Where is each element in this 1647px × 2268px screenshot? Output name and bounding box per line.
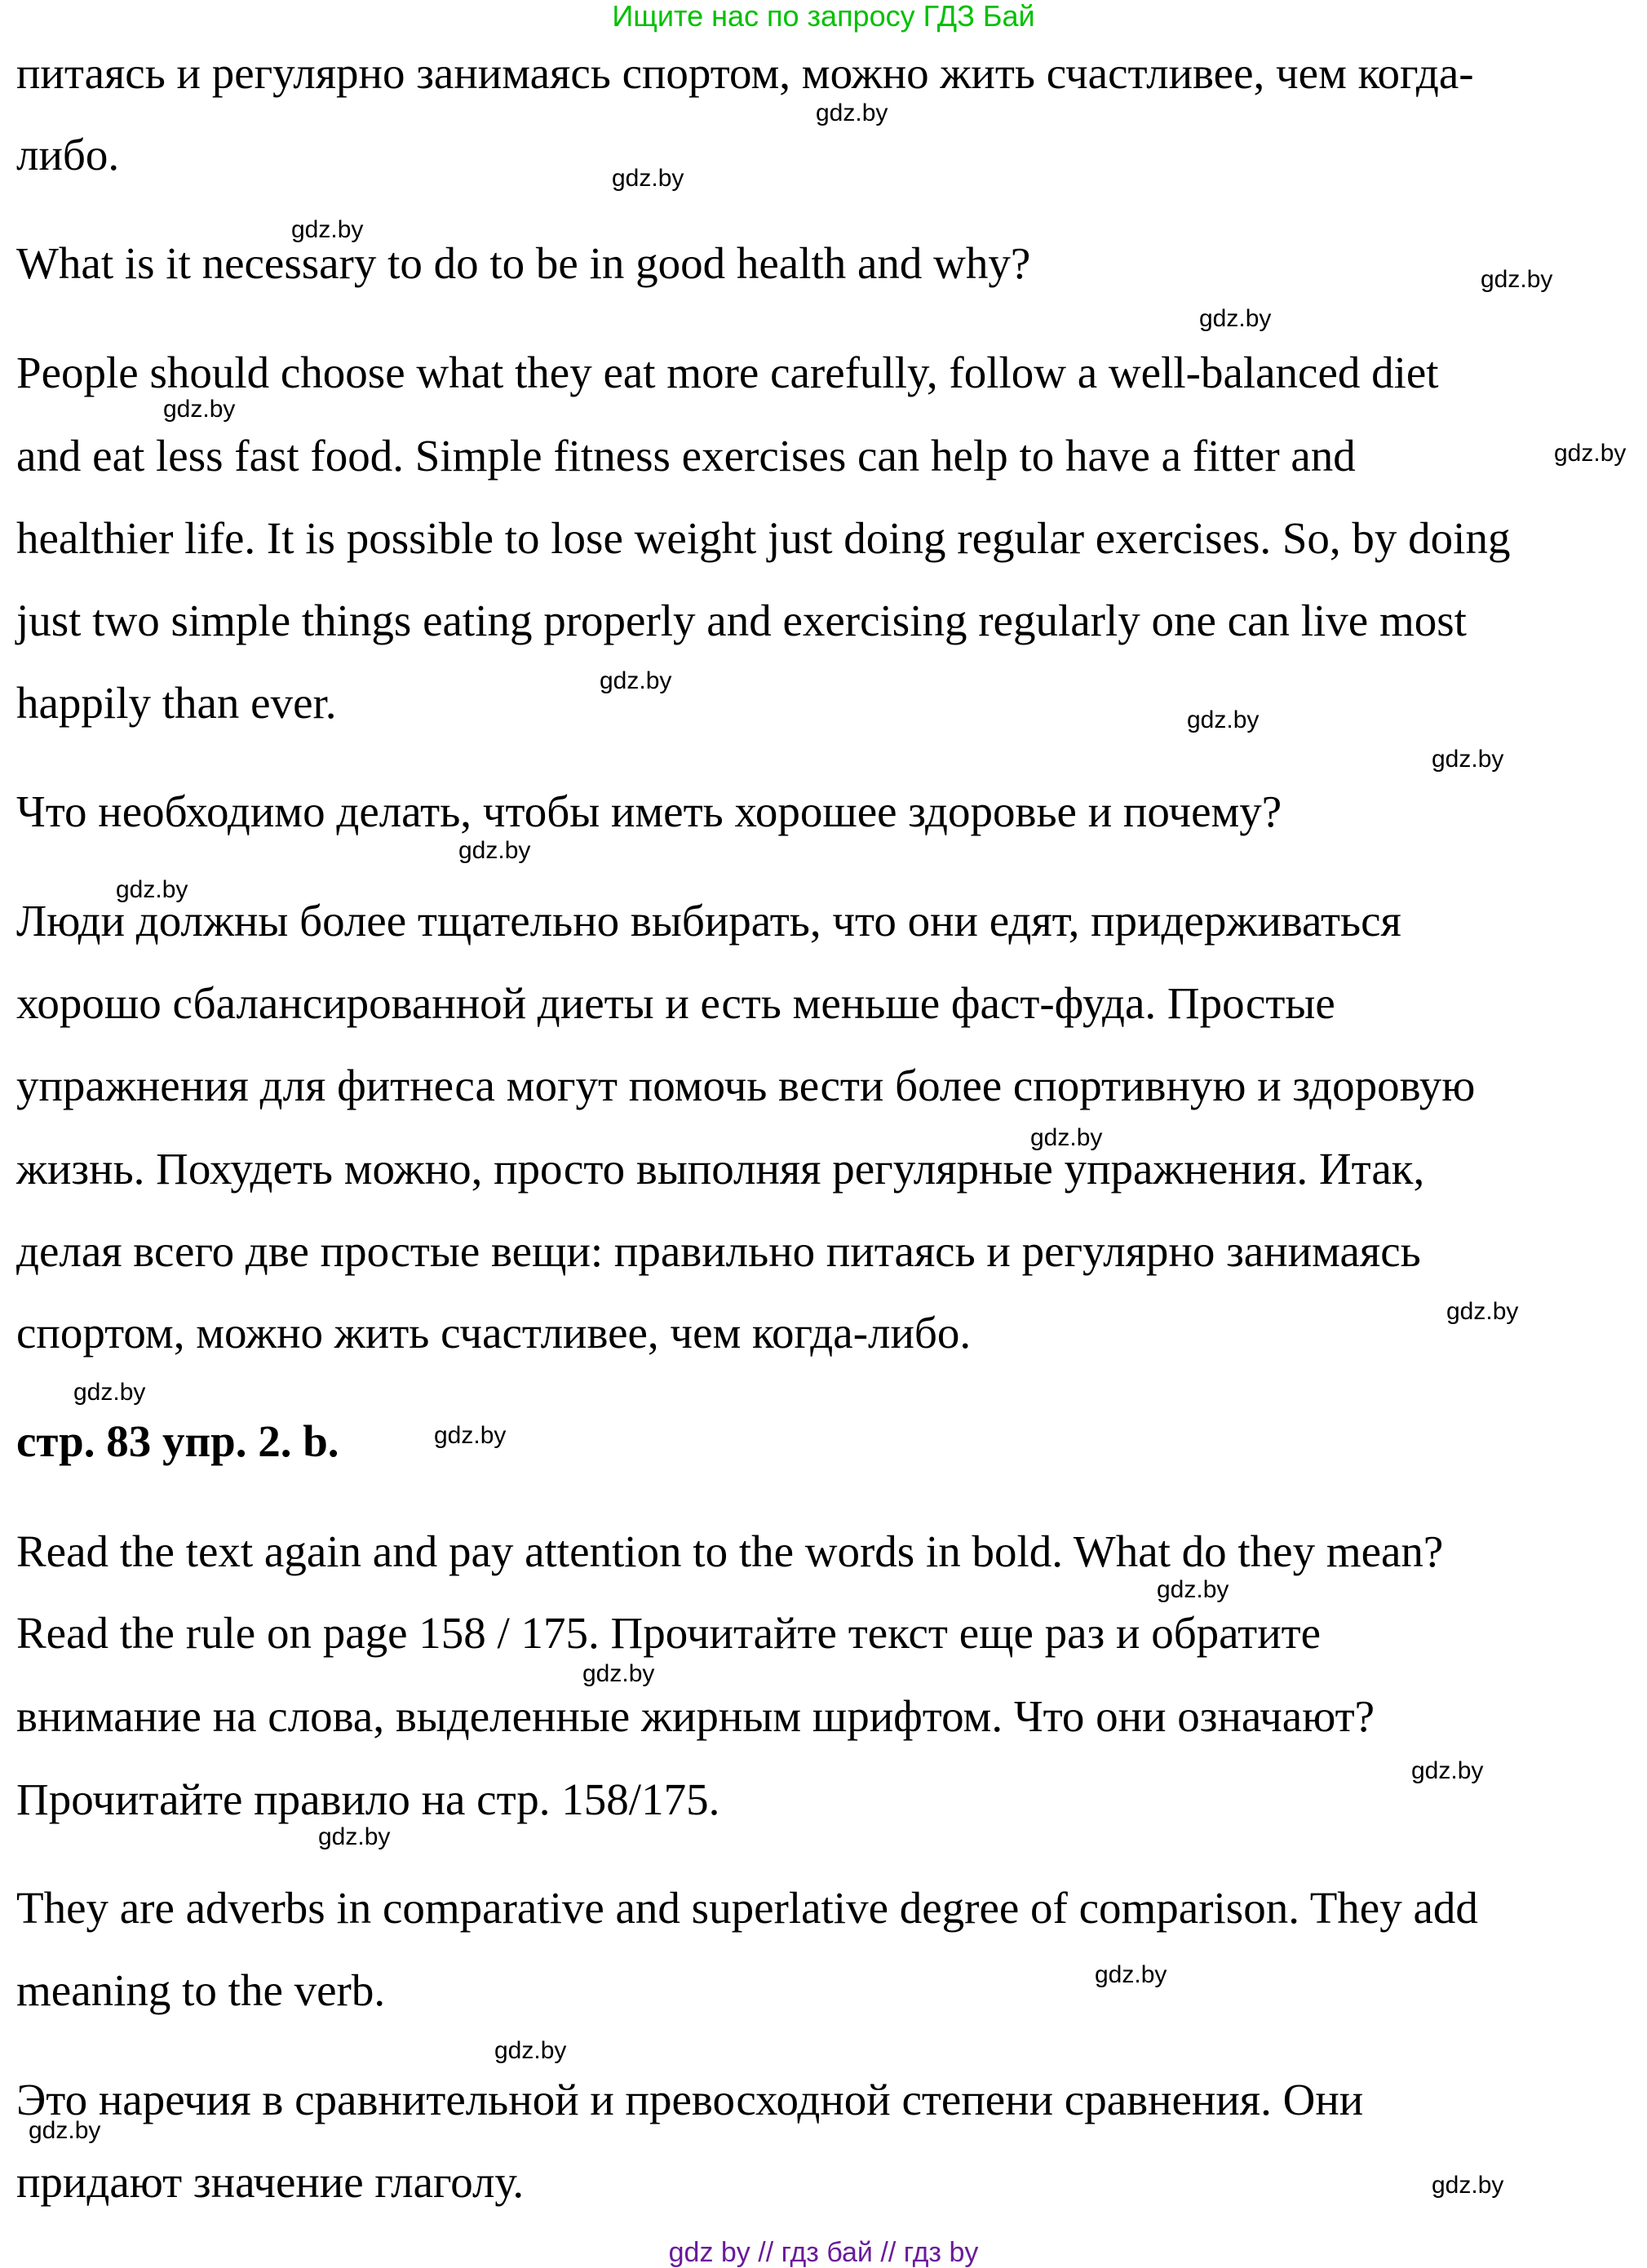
watermark: gdz.by xyxy=(163,396,236,423)
text-line: спортом, можно жить счастливее, чем когда-либо. xyxy=(16,1308,972,1358)
watermark: gdz.by xyxy=(1432,2172,1504,2199)
text-line: Это наречия в сравнительной и превосходной степени сравнения. Они xyxy=(16,2075,1364,2124)
text-line: just two simple things eating properly and exercising regularly one can live most xyxy=(16,596,1467,645)
watermark: gdz.by xyxy=(1030,1124,1103,1151)
question-en: What is it necessary to do to be in good health and why? xyxy=(16,238,1031,288)
text-line: They are adverbs in comparative and superlative degree of comparison. They add xyxy=(16,1883,1478,1933)
text-line: healthier life. It is possible to lose weight just doing regular exercises. So, by doing xyxy=(16,513,1511,563)
watermark: gdz.by xyxy=(1411,1757,1484,1784)
text-line: Read the text again and pay attention to the words in bold. What do they mean? xyxy=(16,1526,1444,1576)
text-line: meaning to the verb. xyxy=(16,1965,386,2015)
watermark: gdz.by xyxy=(1481,266,1553,293)
text-line: внимание на слова, выделенные жирным шрифтом. Что они означают? xyxy=(16,1691,1375,1741)
watermark: gdz.by xyxy=(29,2117,101,2144)
text-line: happily than ever. xyxy=(16,678,337,728)
watermark: gdz.by xyxy=(494,2037,567,2064)
text-line: либо. xyxy=(16,130,120,179)
watermark: gdz.by xyxy=(582,1660,655,1687)
text-line: and eat less fast food. Simple fitness exercises can help to have a fitter and xyxy=(16,431,1356,481)
text-line: Прочитайте правило на стр. 158/175. xyxy=(16,1774,720,1824)
watermark: gdz.by xyxy=(458,837,531,864)
text-line: упражнения для фитнеса могут помочь вести более спортивную и здоровую xyxy=(16,1061,1476,1110)
watermark: gdz.by xyxy=(73,1379,146,1406)
text-line: хорошо сбалансированной диеты и есть меньше фаст-фуда. Простые xyxy=(16,978,1335,1028)
text-line: People should choose what they eat more carefully, follow a well-balanced diet xyxy=(16,348,1439,397)
watermark: gdz.by xyxy=(1432,746,1504,773)
text-line: жизнь. Похудеть можно, просто выполняя регулярные упражнения. Итак, xyxy=(16,1144,1425,1194)
text-line: питаясь и регулярно занимаясь спортом, можно жить счастливее, чем когда- xyxy=(16,48,1474,98)
watermark: gdz.by xyxy=(116,876,188,903)
question-ru: Что необходимо делать, чтобы иметь хорошее здоровье и почему? xyxy=(16,786,1282,836)
watermark: gdz.by xyxy=(1554,440,1627,467)
watermark: gdz.by xyxy=(1199,305,1272,332)
watermark: gdz.by xyxy=(1187,707,1260,733)
text-line: делая всего две простые вещи: правильно питаясь и регулярно занимаясь xyxy=(16,1226,1421,1276)
text-line: Read the rule on page 158 / 175. Прочитайте текст еще раз и обратите xyxy=(16,1608,1322,1658)
watermark: gdz.by xyxy=(291,216,364,243)
section-heading: стр. 83 упр. 2. b. xyxy=(16,1416,339,1466)
watermark: gdz.by xyxy=(816,100,888,126)
watermark: gdz.by xyxy=(1446,1298,1519,1325)
watermark: gdz.by xyxy=(1157,1576,1229,1603)
search-hint-link[interactable]: Ищите нас по запросу ГДЗ Бай xyxy=(612,0,1035,33)
watermark: gdz.by xyxy=(434,1422,507,1449)
watermark: gdz.by xyxy=(318,1823,391,1850)
watermark: gdz.by xyxy=(612,165,684,192)
footer-links[interactable]: gdz by // гдз бай // гдз by xyxy=(668,2237,979,2268)
text-line: придают значение глаголу. xyxy=(16,2157,525,2207)
text-line: Люди должны более тщательно выбирать, что они едят, придерживаться xyxy=(16,896,1401,946)
watermark: gdz.by xyxy=(1095,1961,1167,1988)
watermark: gdz.by xyxy=(600,667,672,694)
